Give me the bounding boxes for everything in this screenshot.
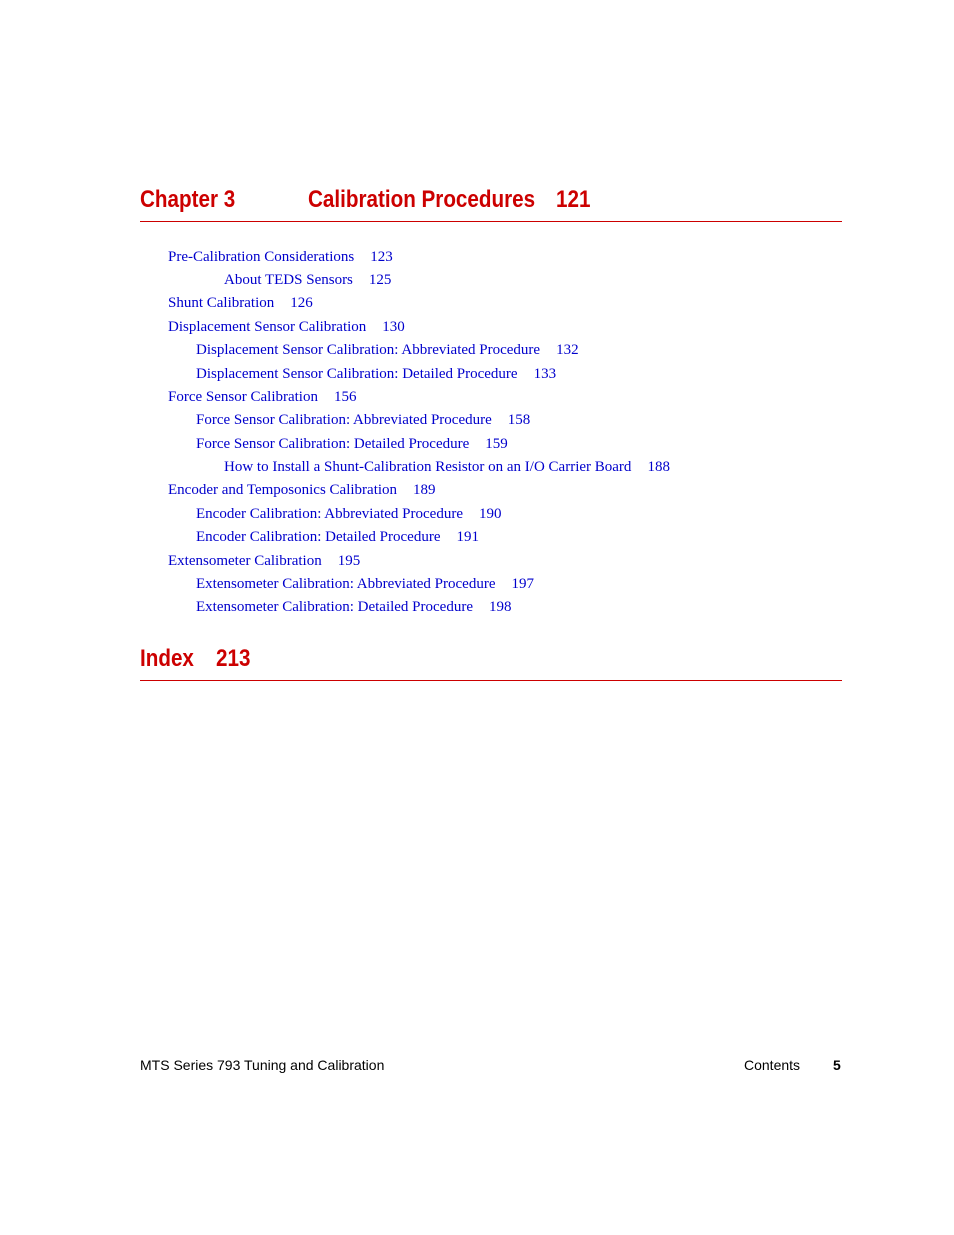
toc-entry[interactable] [196, 341, 579, 359]
toc-entry-page[interactable]: 195 [337, 553, 361, 569]
toc-entry-page[interactable]: 197 [511, 576, 534, 592]
toc-entry-page[interactable]: 132 [556, 342, 579, 358]
chapter-label: Chapter 3 [140, 186, 236, 213]
toc-entry-page[interactable]: 191 [456, 529, 479, 545]
toc-entry[interactable] [196, 575, 534, 593]
toc-entry-title[interactable]: Encoder Calibration: Abbreviated Procedure [196, 506, 463, 522]
index-page-link[interactable]: 213 [216, 645, 251, 672]
toc-entry[interactable] [168, 294, 313, 312]
chapter-title-link[interactable]: Calibration Procedures [308, 186, 536, 213]
index-heading [140, 642, 842, 681]
toc-entry-title[interactable]: Encoder and Temposonics Calibration [168, 482, 398, 498]
toc-entry[interactable] [196, 598, 512, 616]
toc-entry[interactable] [196, 435, 508, 453]
toc-entry-page[interactable]: 126 [290, 295, 313, 311]
index-title-link[interactable]: Index [140, 645, 194, 672]
toc-entry-page[interactable]: 133 [533, 366, 557, 382]
toc-entry[interactable] [168, 248, 393, 266]
toc-entry-page[interactable]: 158 [507, 412, 531, 428]
toc-entry-title[interactable]: Displacement Sensor Calibration: Detailed Procedure [196, 366, 518, 382]
toc-entry[interactable] [168, 388, 356, 406]
toc-entry-title[interactable]: Force Sensor Calibration [168, 389, 318, 405]
toc-entry-page[interactable]: 188 [647, 459, 670, 475]
toc-entry-page[interactable]: 125 [368, 272, 392, 288]
toc-entry[interactable] [168, 481, 436, 499]
toc-entry-page[interactable]: 159 [485, 436, 508, 452]
toc-entry-title[interactable]: Force Sensor Calibration: Abbreviated Procedure [196, 412, 492, 428]
toc-entry-title[interactable]: Displacement Sensor Calibration: Abbreviated Procedure [196, 342, 541, 358]
toc-entry-page[interactable]: 198 [489, 599, 512, 615]
toc-entry[interactable] [196, 365, 556, 383]
chapter-page-link[interactable]: 121 [556, 186, 591, 213]
toc-entry[interactable] [196, 411, 530, 429]
toc-entry-page[interactable]: 190 [479, 506, 502, 522]
toc-entry[interactable] [224, 271, 391, 289]
toc-entry-title[interactable]: Force Sensor Calibration: Detailed Procedure [196, 436, 470, 452]
toc-entry-title[interactable]: Pre-Calibration Considerations [168, 249, 355, 265]
toc-entry[interactable] [196, 505, 502, 523]
footer-section-name: Contents [744, 1057, 801, 1073]
toc-entry-title[interactable]: Extensometer Calibration: Abbreviated Procedure [196, 576, 496, 592]
toc-entry-page[interactable]: 189 [413, 482, 436, 498]
toc-entry[interactable] [168, 552, 360, 570]
toc-entry-page[interactable]: 123 [370, 249, 393, 265]
toc-entry-title[interactable]: About TEDS Sensors [224, 272, 353, 288]
toc-entry-title[interactable]: Extensometer Calibration [168, 553, 322, 569]
toc-entry-title[interactable]: Extensometer Calibration: Detailed Procedure [196, 599, 473, 615]
toc-entry-title[interactable]: Encoder Calibration: Detailed Procedure [196, 529, 441, 545]
toc-entry-page[interactable]: 130 [382, 319, 405, 335]
toc-entry-title[interactable]: How to Install a Shunt-Calibration Resistor on an I/O Carrier Board [224, 459, 632, 475]
footer-document-title: MTS Series 793 Tuning and Calibration [140, 1057, 385, 1073]
chapter-heading [140, 183, 842, 222]
toc-entry-title[interactable]: Shunt Calibration [168, 295, 275, 311]
toc-entry-title[interactable]: Displacement Sensor Calibration [168, 319, 367, 335]
toc-entry[interactable] [224, 458, 670, 476]
toc-entry-page[interactable]: 156 [333, 389, 357, 405]
toc-entry[interactable] [168, 318, 405, 336]
toc-entry[interactable] [196, 528, 479, 546]
footer-page-number: 5 [833, 1057, 841, 1073]
